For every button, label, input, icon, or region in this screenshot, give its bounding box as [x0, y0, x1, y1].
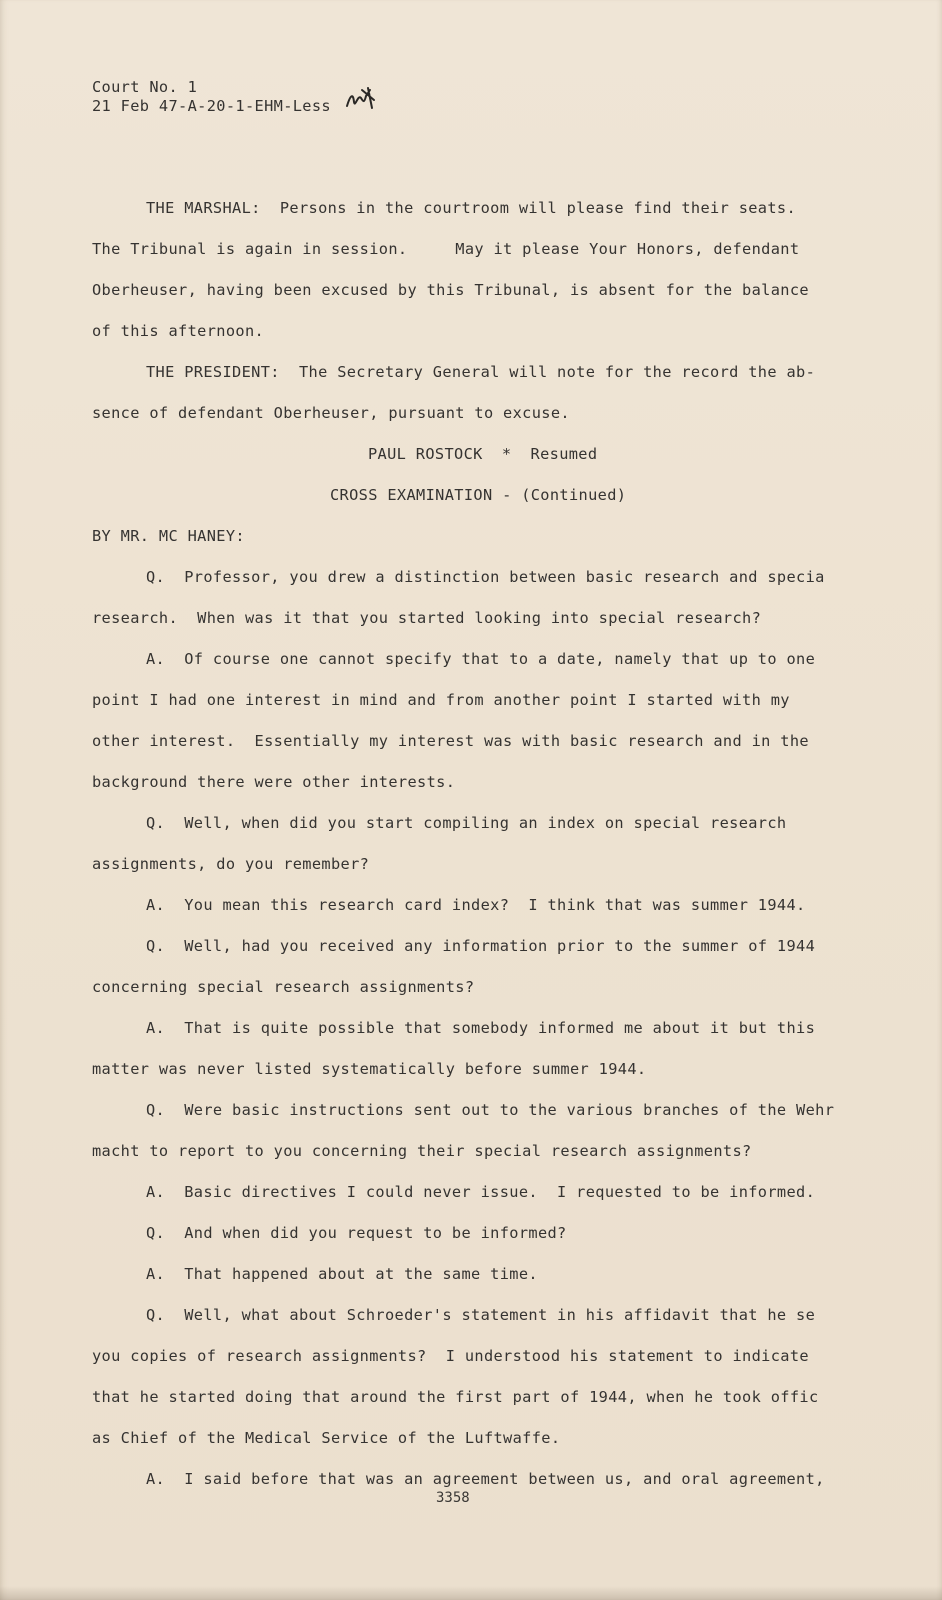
- text-line: point I had one interest in mind and from another point I started with my: [92, 691, 790, 709]
- text-line: THE PRESIDENT: The Secretary General will note for the record the ab-: [146, 363, 816, 381]
- text-line: THE MARSHAL: Persons in the courtroom will please find their seats.: [146, 199, 797, 217]
- text-line: A. I said before that was an agreement between us, and oral agreement,: [146, 1470, 825, 1488]
- text-line: A. That happened about at the same time.: [146, 1265, 538, 1283]
- text-line: background there were other interests.: [92, 773, 456, 791]
- text-line: you copies of research assignments? I understood his statement to indicate: [92, 1347, 809, 1365]
- text-line: research. When was it that you started looking into special research?: [92, 609, 762, 627]
- handwritten-initials-mark: [344, 86, 378, 112]
- text-line: macht to report to you concerning their special research assignments?: [92, 1142, 752, 1160]
- text-line: matter was never listed systematically before summer 1944.: [92, 1060, 647, 1078]
- document-header: [92, 78, 331, 116]
- examiner-heading: BY MR. MC HANEY:: [92, 527, 245, 545]
- text-line: other interest. Essentially my interest was with basic research and in the: [92, 732, 809, 750]
- text-line: Oberheuser, having been excused by this Tribunal, is absent for the balance: [92, 281, 809, 299]
- text-line: of this afternoon.: [92, 322, 265, 340]
- text-line: Q. Were basic instructions sent out to the various branches of the Wehr: [146, 1101, 835, 1119]
- examination-heading: CROSS EXAMINATION - (Continued): [330, 486, 627, 504]
- text-line: sence of defendant Oberheuser, pursuant to excuse.: [92, 404, 570, 422]
- text-line: concerning special research assignments?: [92, 978, 475, 996]
- text-line: Q. Well, had you received any information prior to the summer of 1944: [146, 937, 816, 955]
- court-number: Court No. 1: [92, 78, 198, 96]
- text-line: A. Basic directives I could never issue. I requested to be informed.: [146, 1183, 816, 1201]
- text-line: that he started doing that around the first part of 1944, when he took offic: [92, 1388, 819, 1406]
- page-number: 3358: [436, 1490, 470, 1506]
- text-line: A. You mean this research card index? I think that was summer 1944.: [146, 896, 806, 914]
- text-line: A. Of course one cannot specify that to a date, namely that up to one: [146, 650, 816, 668]
- session-code: 21 Feb 47-A-20-1-EHM-Less: [92, 97, 331, 115]
- text-line: Q. And when did you request to be informed?: [146, 1224, 567, 1242]
- text-line: The Tribunal is again in session. May it please Your Honors, defendant: [92, 240, 800, 258]
- text-line: Q. Well, when did you start compiling an index on special research: [146, 814, 787, 832]
- text-line: as Chief of the Medical Service of the Luftwaffe.: [92, 1429, 561, 1447]
- text-line: assignments, do you remember?: [92, 855, 370, 873]
- page-bottom-edge: [0, 1586, 942, 1600]
- text-line: Q. Well, what about Schroeder's statement in his affidavit that he se: [146, 1306, 816, 1324]
- text-line: A. That is quite possible that somebody informed me about it but this: [146, 1019, 816, 1037]
- witness-heading: PAUL ROSTOCK * Resumed: [368, 445, 598, 463]
- text-line: Q. Professor, you drew a distinction between basic research and specia: [146, 568, 825, 586]
